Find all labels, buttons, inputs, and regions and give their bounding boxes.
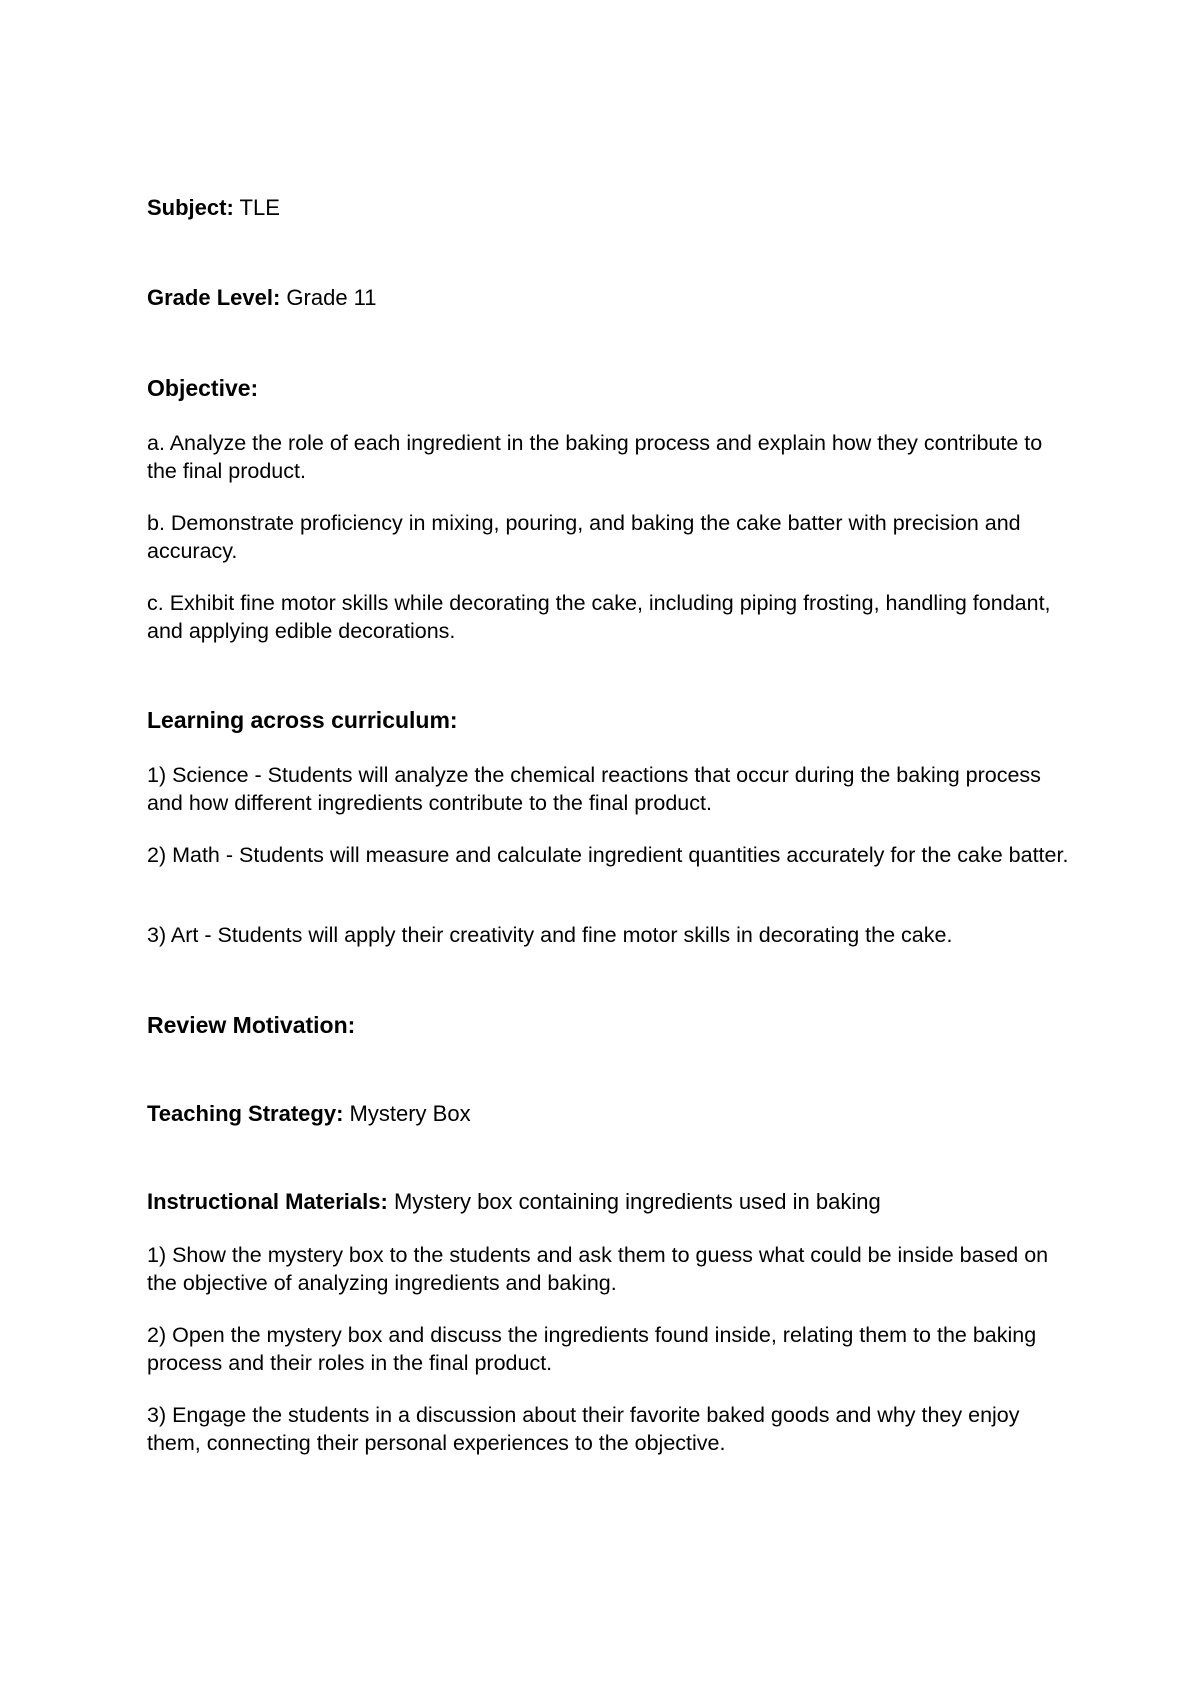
subject-label: Subject: [147,195,234,220]
curriculum-item-art: 3) Art - Students will apply their creativity and fine motor skills in decorating the cake. [147,923,953,947]
curriculum-item-math: 2) Math - Students will measure and calculate ingredient quantities accurately for the cake batter. [147,843,1069,867]
instructional-materials-label: Instructional Materials: [147,1189,388,1214]
objective-item-a: a. Analyze the role of each ingredient in the baking process and explain how they contribute to the final product. [147,431,1043,483]
review-motivation-heading: Review Motivation: [147,1012,356,1038]
teaching-strategy-value: Mystery Box [349,1101,471,1126]
instructional-materials-line [147,1188,1077,1216]
motivation-step-2: 2) Open the mystery box and discuss the ingredients found inside, relating them to the baking process and their roles in the final product. [147,1323,1037,1375]
motivation-step-1: 1) Show the mystery box to the students and ask them to guess what could be inside based on the objective of analyzing ingredients and baking. [147,1243,1049,1295]
objective-item-c: c. Exhibit fine motor skills while decorating the cake, including piping frosting, handling fondant, and applying edible decorations. [147,591,1051,643]
curriculum-item-science: 1) Science - Students will analyze the chemical reactions that occur during the baking process and how different ingredients contribute to the final product. [147,763,1041,815]
subject-value: TLE [239,195,280,220]
grade-level-line [147,284,1077,312]
objective-item-b: b. Demonstrate proficiency in mixing, pouring, and baking the cake batter with precision and accuracy. [147,511,1021,563]
teaching-strategy-label: Teaching Strategy: [147,1101,344,1126]
learning-across-curriculum-heading: Learning across curriculum: [147,707,458,733]
teaching-strategy-line [147,1100,1077,1128]
grade-level-value: Grade 11 [286,285,377,310]
grade-level-label: Grade Level: [147,285,281,310]
instructional-materials-value: Mystery box containing ingredients used in baking [393,1189,881,1214]
subject-line [147,194,1077,222]
motivation-step-3: 3) Engage the students in a discussion about their favorite baked goods and why they enjoy them, connecting their personal experiences to the objective. [147,1403,1020,1455]
objective-heading: Objective: [147,375,259,401]
